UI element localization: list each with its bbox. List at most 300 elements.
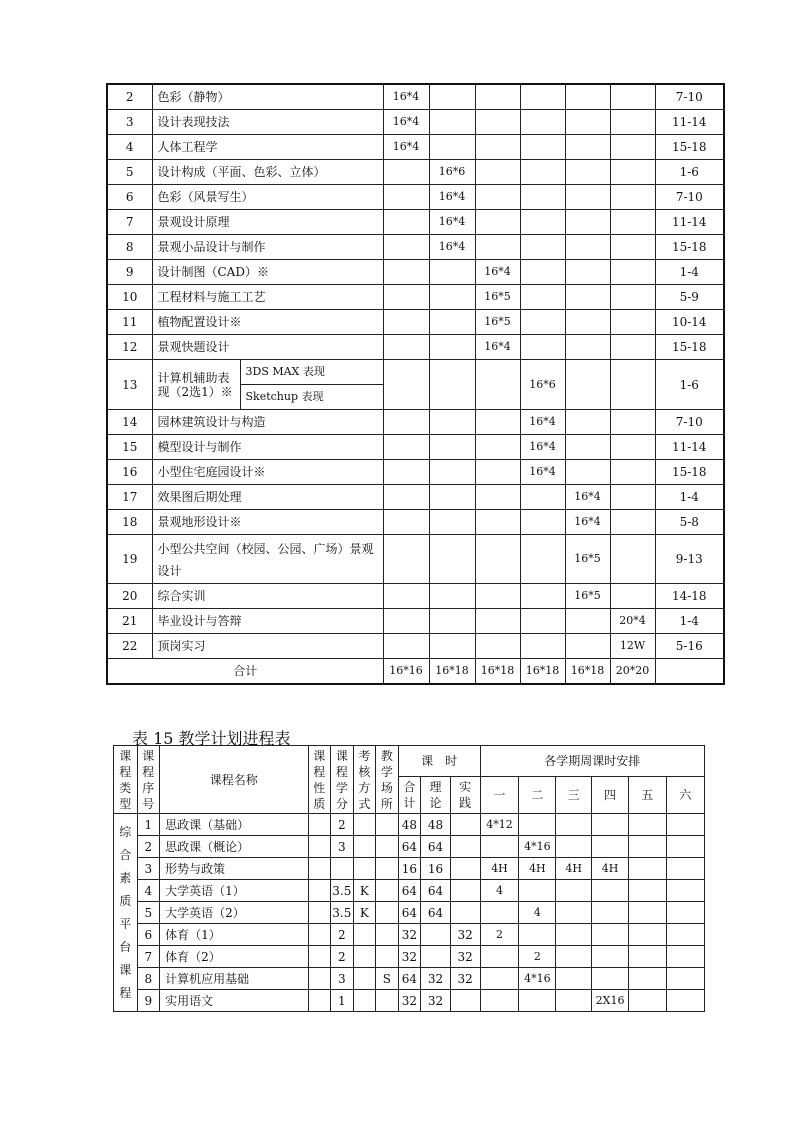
term-6-cell [610,135,655,160]
hours-practice-cell [450,836,480,858]
header-char: 核 [358,764,371,779]
category-char: 综 [119,824,132,839]
header-char: 型 [119,796,132,811]
term-4-cell [520,584,565,609]
total-term-5: 16*18 [565,659,610,685]
course-name: 设计制图（CAD）※ [152,260,383,285]
term-3-cell: 4H [556,858,592,880]
course-name-line-1: 小型公共空间（校园、公园、广场）景观 [157,542,374,556]
term-1-cell [383,160,429,185]
row-number: 6 [137,924,160,946]
term-3-cell [475,485,520,510]
course-name: 形势与政策 [160,858,308,880]
row-number: 13 [107,360,152,410]
course-name: 设计表现技法 [152,110,383,135]
term-5-cell: 16*4 [565,485,610,510]
term-2-cell [429,634,475,659]
term-2-cell: 4*16 [519,968,556,990]
row-number: 3 [137,858,160,880]
table-row [107,84,724,110]
weeks-cell: 5-9 [655,285,724,310]
term-6-cell [610,535,655,584]
header-char: 所 [380,796,393,811]
table-row [114,946,705,968]
term-6-cell: 12W [610,634,655,659]
term-2-cell [519,814,556,836]
term-4-cell [520,135,565,160]
venue-cell: S [376,968,399,990]
table-row [107,235,724,260]
term-4-cell [592,902,629,924]
hours-practice-cell: 32 [450,924,480,946]
term-6-cell [610,435,655,460]
term-4-cell: 16*6 [520,360,565,410]
table-row [114,880,705,902]
term-1-cell [383,185,429,210]
term-4-cell [520,609,565,634]
table-row [107,210,724,235]
header-term-5: 五 [628,777,666,814]
term-4-cell [520,160,565,185]
term-4-cell [592,924,629,946]
exam-cell: K [353,902,376,924]
term-5-cell [628,990,666,1012]
term-1-cell [383,485,429,510]
header-char: 课 [335,748,348,763]
term-5-cell [628,924,666,946]
row-number: 14 [107,410,152,435]
header-term-6: 六 [666,777,704,814]
term-1-cell [480,968,519,990]
term-3-cell [475,235,520,260]
term-6-cell [666,880,704,902]
term-3-cell [475,110,520,135]
term-5-cell [565,460,610,485]
term-6-cell [610,84,655,110]
venue-cell [376,924,399,946]
term-6-cell [666,968,704,990]
term-3-cell [556,968,592,990]
credit-cell: 3 [331,968,354,990]
header-char: 程 [119,764,132,779]
course-name-line-2: 设计 [157,564,182,578]
header-char: 课 [119,748,132,763]
table-row [107,609,724,634]
row-number: 8 [137,968,160,990]
term-2-cell [429,84,475,110]
hours-theory-cell: 32 [421,990,451,1012]
row-number: 22 [107,634,152,659]
term-5-cell [565,84,610,110]
table-row [107,410,724,435]
term-1-cell: 4H [480,858,519,880]
total-weeks [655,659,724,685]
term-5-cell [565,185,610,210]
term-2-cell [429,335,475,360]
header-course-seq [137,746,160,814]
term-2-cell [429,310,475,335]
header-char: 课 [142,748,155,763]
term-2-cell [429,609,475,634]
header-char: 号 [142,796,155,811]
hours-practice-cell [450,880,480,902]
course-name: 色彩（风景写生） [152,185,383,210]
term-4-cell: 4H [592,858,629,880]
term-6-cell [666,946,704,968]
term-3-cell [475,160,520,185]
term-1-cell [383,235,429,260]
weeks-cell: 1-4 [655,260,724,285]
term-1-cell: 4*12 [480,814,519,836]
weeks-cell: 5-16 [655,634,724,659]
hours-total-cell: 64 [398,880,421,902]
exam-cell [353,990,376,1012]
term-1-cell: 16*4 [383,110,429,135]
weeks-cell: 15-18 [655,460,724,485]
term-5-cell [628,880,666,902]
term-1-cell [383,410,429,435]
weeks-cell: 1-6 [655,360,724,410]
header-char: 场 [380,780,393,795]
header-char: 质 [313,796,326,811]
exam-cell: K [353,880,376,902]
term-2-cell [429,260,475,285]
hours-practice-cell: 32 [450,968,480,990]
exam-cell [353,836,376,858]
exam-cell [353,924,376,946]
term-1-cell [383,609,429,634]
credit-cell: 3.5 [331,902,354,924]
term-2-cell [429,435,475,460]
header-total [398,777,421,814]
term-4-cell [520,634,565,659]
venue-cell [376,880,399,902]
category-char: 质 [119,893,132,908]
term-4-cell [520,310,565,335]
venue-cell [376,836,399,858]
weeks-cell: 10-14 [655,310,724,335]
term-4-cell [520,110,565,135]
weeks-cell: 1-4 [655,485,724,510]
term-5-cell: 16*5 [565,535,610,584]
course-name: 思政课（概论） [160,836,308,858]
term-1-cell [383,360,429,410]
weeks-cell: 14-18 [655,584,724,609]
header-char: 方 [358,780,371,795]
course-name [152,535,383,584]
course-nature [308,858,331,880]
row-number: 10 [107,285,152,310]
row-number: 7 [107,210,152,235]
table-row [107,185,724,210]
venue-cell [376,946,399,968]
term-5-cell [565,210,610,235]
table-row [107,110,724,135]
course-name: 植物配置设计※ [152,310,383,335]
category-char: 素 [119,870,132,885]
table-row [107,485,724,510]
course-name: 毕业设计与答辩 [152,609,383,634]
term-1-cell: 2 [480,924,519,946]
term-5-cell [565,235,610,260]
term-1-cell [480,902,519,924]
term-2-cell [519,880,556,902]
header-term-4: 四 [592,777,629,814]
row-number: 4 [137,880,160,902]
term-6-cell [610,285,655,310]
term-5-cell [628,836,666,858]
term-6-cell [610,410,655,435]
weeks-cell: 15-18 [655,135,724,160]
weeks-cell: 7-10 [655,410,724,435]
term-3-cell [556,902,592,924]
hours-theory-cell [421,946,451,968]
term-6-cell [610,460,655,485]
teaching-plan-table [113,745,705,1012]
table-row [107,285,724,310]
hours-total-cell: 48 [398,814,421,836]
table-row [114,924,705,946]
weeks-cell: 1-6 [655,160,724,185]
row-number: 7 [137,946,160,968]
term-4-cell: 16*4 [520,460,565,485]
category-char: 台 [119,939,132,954]
table-row [114,990,705,1012]
course-name: 模型设计与制作 [152,435,383,460]
term-1-cell [480,836,519,858]
term-2-cell [429,510,475,535]
row-number: 4 [107,135,152,160]
term-4-cell [520,235,565,260]
term-3-cell [556,836,592,858]
course-nature [308,902,331,924]
term-6-cell: 20*4 [610,609,655,634]
course-name: 综合实训 [152,584,383,609]
table-row [114,836,705,858]
term-2-cell: 4H [519,858,556,880]
term-4-cell [592,880,629,902]
term-3-cell [475,360,520,410]
term-6-cell [666,990,704,1012]
course-nature [308,990,331,1012]
header-char: 践 [459,796,472,810]
category-char: 课 [119,962,132,977]
course-name: 计算机应用基础 [160,968,308,990]
hours-theory-cell: 32 [421,968,451,990]
term-6-cell [610,335,655,360]
term-5-cell [565,634,610,659]
term-4-cell [592,814,629,836]
row-number: 5 [107,160,152,185]
term-1-cell [383,335,429,360]
term-6-cell [666,814,704,836]
table-caption: 表 15 教学计划进程表 [132,729,291,748]
table-row [107,335,724,360]
term-1-cell [383,584,429,609]
hours-practice-cell: 32 [450,946,480,968]
table-row [114,968,705,990]
exam-cell [353,814,376,836]
row-number: 19 [107,535,152,584]
course-name: 效果图后期处理 [152,485,383,510]
term-5-cell [628,946,666,968]
option-1: 3DS MAX 表现 [240,360,383,385]
term-1-cell [383,435,429,460]
table-row [107,634,724,659]
term-2-cell: 16*4 [429,185,475,210]
course-nature [308,880,331,902]
header-char: 学 [380,764,393,779]
header-venue [376,746,399,814]
category-cell [114,814,138,1012]
course-nature [308,814,331,836]
option-2: Sketchup 表现 [240,385,383,410]
venue-cell [376,902,399,924]
header-char: 考 [358,748,371,763]
course-nature [308,836,331,858]
row-number: 16 [107,460,152,485]
row-number: 6 [107,185,152,210]
weeks-cell: 15-18 [655,335,724,360]
term-1-cell [383,285,429,310]
category-label [114,821,137,1005]
hours-theory-cell: 64 [421,902,451,924]
row-number: 5 [137,902,160,924]
table-row [107,584,724,609]
row-number: 17 [107,485,152,510]
header-schedule: 各学期周课时安排 [480,746,704,777]
term-6-cell [610,360,655,410]
term-4-cell: 2X16 [592,990,629,1012]
term-2-cell: 16*4 [429,210,475,235]
header-char: 类 [119,780,132,795]
term-4-cell [520,510,565,535]
term-1-cell [480,946,519,968]
venue-cell [376,990,399,1012]
term-6-cell [666,836,704,858]
term-5-cell [565,260,610,285]
term-1-cell [383,310,429,335]
header-theory [421,777,451,814]
hours-total-cell: 32 [398,946,421,968]
term-2-cell: 16*4 [429,235,475,260]
header-char: 序 [142,780,155,795]
term-2-cell [429,535,475,584]
course-name: 大学英语（1） [160,880,308,902]
exam-cell [353,946,376,968]
total-term-2: 16*18 [429,659,475,685]
term-3-cell: 16*4 [475,335,520,360]
header-char: 分 [335,796,348,811]
weeks-cell: 11-14 [655,110,724,135]
hours-practice-cell [450,902,480,924]
term-5-cell [628,814,666,836]
header-char: 教 [380,748,393,763]
table-row [114,858,705,880]
term-2-cell [429,360,475,410]
header-char: 合 [403,780,416,794]
weeks-cell: 11-14 [655,435,724,460]
weeks-cell: 7-10 [655,84,724,110]
term-2-cell [429,410,475,435]
course-nature [308,946,331,968]
term-1-cell [383,510,429,535]
course-name: 小型住宅庭园设计※ [152,460,383,485]
total-term-1: 16*16 [383,659,429,685]
header-course-name: 课程名称 [160,746,308,814]
row-number: 18 [107,510,152,535]
table-row [107,460,724,485]
category-char: 平 [119,916,132,931]
header-char: 程 [142,764,155,779]
header-term-3: 三 [556,777,592,814]
term-5-cell [565,360,610,410]
term-2-cell [429,485,475,510]
course-name: 大学英语（2） [160,902,308,924]
header-hours: 课 时 [398,746,480,777]
weeks-cell: 11-14 [655,210,724,235]
row-number: 9 [107,260,152,285]
row-number: 15 [107,435,152,460]
term-6-cell [610,260,655,285]
course-name: 色彩（静物） [152,84,383,110]
term-4-cell [520,210,565,235]
term-6-cell [666,924,704,946]
term-2-cell [429,584,475,609]
term-1-cell [383,210,429,235]
term-6-cell [666,858,704,880]
term-5-cell [628,968,666,990]
row-number: 11 [107,310,152,335]
header-char: 程 [313,764,326,779]
term-2-cell [429,460,475,485]
term-5-cell [565,135,610,160]
course-name: 景观设计原理 [152,210,383,235]
category-char: 程 [119,985,132,1000]
course-name: 园林建筑设计与构造 [152,410,383,435]
hours-total-cell: 16 [398,858,421,880]
credit-cell: 3 [331,836,354,858]
row-number: 3 [107,110,152,135]
term-3-cell [475,460,520,485]
header-practice [450,777,480,814]
hours-practice-cell [450,814,480,836]
term-4-cell: 16*4 [520,435,565,460]
term-4-cell [592,968,629,990]
term-1-cell [383,535,429,584]
term-3-cell [475,210,520,235]
hours-practice-cell [450,990,480,1012]
term-1-cell: 16*4 [383,135,429,160]
course-name: 计算机辅助表现（2选1）※ [152,360,240,410]
term-1-cell [383,634,429,659]
course-name: 景观地形设计※ [152,510,383,535]
term-3-cell [475,510,520,535]
header-char: 实 [459,780,472,794]
term-3-cell [475,135,520,160]
course-name: 体育（2） [160,946,308,968]
header-credit [331,746,354,814]
term-5-cell [565,335,610,360]
table-row [107,535,724,584]
hours-theory-cell: 64 [421,880,451,902]
row-number: 2 [137,836,160,858]
header-term-1: 一 [480,777,519,814]
exam-cell [353,858,376,880]
term-3-cell [556,924,592,946]
table-row [107,360,724,385]
header-char: 课 [313,748,326,763]
